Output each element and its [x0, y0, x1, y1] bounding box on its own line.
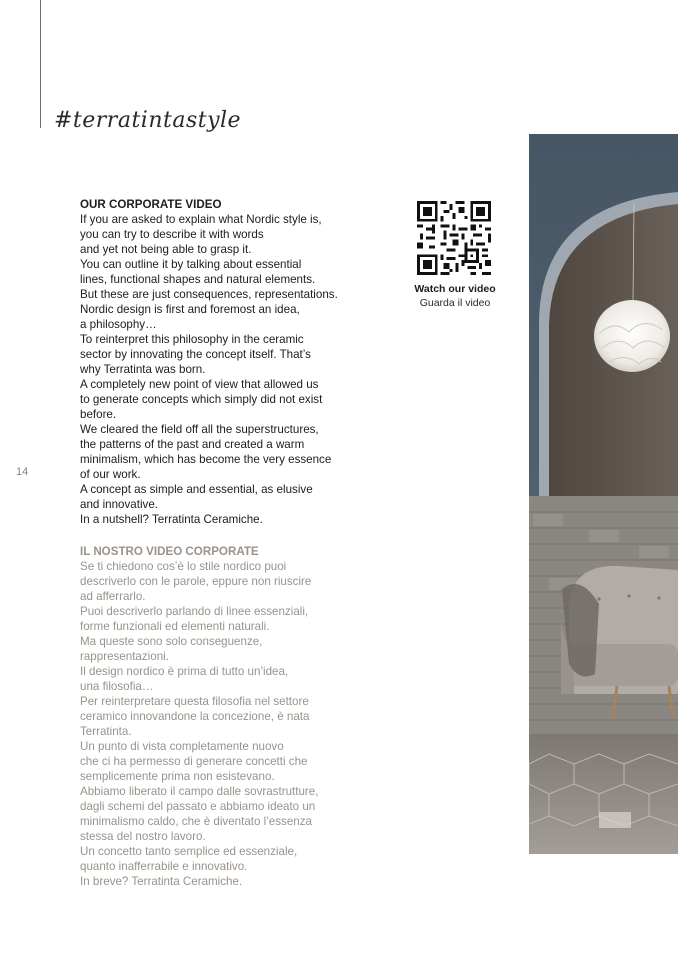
- italian-line: dagli schemi del passato e abbiamo ideato un: [80, 800, 316, 813]
- english-line: why Terratinta was born.: [80, 363, 206, 376]
- italian-line: Abbiamo liberato il campo dalle sovrastrutture,: [80, 785, 319, 798]
- italian-line: minimalismo caldo, che è diventato l’essenza: [80, 815, 312, 828]
- italian-line: Terratinta.: [80, 725, 132, 738]
- english-heading: OUR CORPORATE VIDEO: [80, 198, 222, 211]
- italian-line: Un punto di vista completamente nuovo: [80, 740, 284, 753]
- english-line: You can outline it by talking about essential: [80, 258, 302, 271]
- english-line: a philosophy…: [80, 318, 157, 331]
- english-line: In a nutshell? Terratinta Ceramiche.: [80, 513, 263, 526]
- qr-caption: [395, 282, 515, 310]
- qr-label-en: Watch our video: [414, 283, 496, 295]
- brand-hashtag: #terratintastyle: [54, 108, 242, 133]
- margin-rule: [40, 0, 41, 128]
- qr-label-it: Guarda il video: [419, 297, 491, 309]
- qr-code-icon[interactable]: [417, 201, 491, 275]
- italian-line: Puoi descriverlo parlando di linee essenziali,: [80, 605, 309, 618]
- english-line: before.: [80, 408, 117, 421]
- italian-line: Per reinterpretare questa filosofia nel settore: [80, 695, 309, 708]
- english-line: A concept as simple and essential, as elusive: [80, 483, 313, 496]
- italian-line: forme funzionali ed elementi naturali.: [80, 620, 270, 633]
- italian-line: semplicemente prima non esistevano.: [80, 770, 275, 783]
- italian-line: Il design nordico è prima di tutto un’idea,: [80, 665, 289, 678]
- italian-line: Un concetto tanto semplice ed essenziale,: [80, 845, 298, 858]
- italian-line: una filosofia…: [80, 680, 154, 693]
- english-line: A completely new point of view that allowed us: [80, 378, 319, 391]
- italian-line: quanto inafferrabile e innovativo.: [80, 860, 248, 873]
- english-line: sector by innovating the concept itself. That’s: [80, 348, 311, 361]
- italian-line: stessa del nostro lavoro.: [80, 830, 206, 843]
- italian-line: descriverlo con le parole, eppure non riuscire: [80, 575, 312, 588]
- english-line: Nordic design is first and foremost an idea,: [80, 303, 300, 316]
- italian-heading: IL NOSTRO VIDEO CORPORATE: [80, 545, 259, 558]
- italian-text-block: [80, 544, 380, 889]
- english-line: To reinterpret this philosophy in the ceramic: [80, 333, 304, 346]
- english-line: If you are asked to explain what Nordic style is,: [80, 213, 322, 226]
- italian-line: ad afferrarlo.: [80, 590, 146, 603]
- italian-line: rappresentazioni.: [80, 650, 169, 663]
- english-line: We cleared the field off all the superstructures,: [80, 423, 319, 436]
- italian-line: ceramico innovandone la concezione, è nata: [80, 710, 310, 723]
- italian-line: Se ti chiedono cos’è lo stile nordico puoi: [80, 560, 287, 573]
- english-line: of our work.: [80, 468, 141, 481]
- english-line: you can try to describe it with words: [80, 228, 264, 241]
- english-line: minimalism, which has become the very essence: [80, 453, 332, 466]
- english-line: lines, functional shapes and natural elements.: [80, 273, 316, 286]
- english-line: and innovative.: [80, 498, 158, 511]
- italian-line: In breve? Terratinta Ceramiche.: [80, 875, 243, 888]
- english-line: But these are just consequences, representations.: [80, 288, 338, 301]
- interior-photo: [529, 134, 678, 854]
- italian-line: Ma queste sono solo conseguenze,: [80, 635, 263, 648]
- english-line: to generate concepts which simply did not exist: [80, 393, 323, 406]
- italian-line: che ci ha permesso di generare concetti che: [80, 755, 308, 768]
- english-text-block: [80, 197, 380, 527]
- english-line: the patterns of the past and created a warm: [80, 438, 305, 451]
- english-line: and yet not being able to grasp it.: [80, 243, 252, 256]
- page-number: 14: [16, 466, 29, 478]
